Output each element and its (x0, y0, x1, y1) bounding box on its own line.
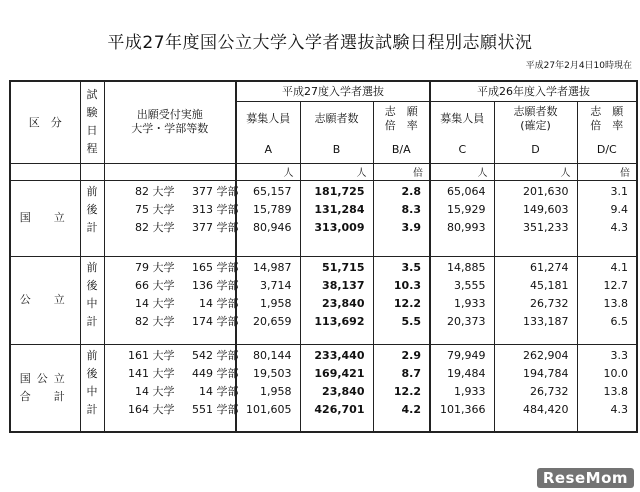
applicants-h27-cell: 233,440 169,421 23,840 426,701 (300, 344, 373, 432)
header-letter-a: A (236, 137, 300, 163)
ratio-h26-cell: 3.3 10.0 13.8 4.3 (577, 344, 637, 432)
header-col-d: 志願者数 (確定) (494, 101, 577, 137)
header-category: 区 分 (10, 81, 80, 163)
unit-label: 倍 (373, 163, 430, 180)
unit-row (10, 163, 637, 180)
application-status-table (9, 80, 638, 433)
ratio-h27-cell: 2.9 8.7 12.2 4.2 (373, 344, 430, 432)
header-col-a: 募集人員 (236, 101, 300, 137)
group-row (10, 180, 637, 256)
capacity-h26-cell: 14,885 3,555 1,933 20,373 (430, 256, 494, 344)
group-name: 公 立 (10, 256, 80, 344)
header-col-ba: 志 願 倍 率 (373, 101, 430, 137)
group-row (10, 256, 637, 344)
capacity-h27-cell: 80,144 19,503 1,958 101,605 (236, 344, 300, 432)
applicants-h26-cell: 262,904 194,784 26,732 484,420 (494, 344, 577, 432)
universities-cell: 79 大学 165 学部 66 大学 136 学部 14 大学 14 学部 82 大学 174 学部 (104, 256, 236, 344)
unit-label: 倍 (577, 163, 637, 180)
applicants-h27-cell: 181,725 131,284 313,009 (300, 180, 373, 256)
header-schedule: 試 験 日 程 (80, 81, 104, 163)
group-row (10, 344, 637, 432)
unit-label: 人 (494, 163, 577, 180)
header-col-c: 募集人員 (430, 101, 494, 137)
header-col-b: 志願者数 (300, 101, 373, 137)
capacity-h27-cell: 14,987 3,714 1,958 20,659 (236, 256, 300, 344)
watermark-logo: ReseMom (537, 468, 634, 488)
universities-cell: 82 大学 377 学部 75 大学 313 学部 82 大学 377 学部 (104, 180, 236, 256)
header-letter-c: C (430, 137, 494, 163)
ratio-h26-cell: 3.1 9.4 4.3 (577, 180, 637, 256)
header-letter-ba: B/A (373, 137, 430, 163)
applicants-h26-cell: 201,630 149,603 351,233 (494, 180, 577, 256)
as-of-date: 平成27年2月4日10時現在 (525, 61, 632, 71)
unit-label: 人 (430, 163, 494, 180)
header-letter-b: B (300, 137, 373, 163)
schedule-cell: 前 後 計 (80, 180, 104, 256)
ratio-h27-cell: 2.8 8.3 3.9 (373, 180, 430, 256)
capacity-h26-cell: 65,064 15,929 80,993 (430, 180, 494, 256)
unit-label: 人 (300, 163, 373, 180)
applicants-h26-cell: 61,274 45,181 26,732 133,187 (494, 256, 577, 344)
page-title: 平成27年度国公立大学入学者選抜試験日程別志願状況 (107, 33, 533, 53)
header-universities: 出願受付実施 大学・学部等数 (104, 81, 236, 163)
header-col-dc: 志 願 倍 率 (577, 101, 637, 137)
group-name: 国公立 合 計 (10, 344, 80, 432)
header-letter-dc: D/C (577, 137, 637, 163)
capacity-h27-cell: 65,157 15,789 80,946 (236, 180, 300, 256)
schedule-cell: 前 後 中 計 (80, 344, 104, 432)
unit-label: 人 (236, 163, 300, 180)
schedule-cell: 前 後 中 計 (80, 256, 104, 344)
header-h27: 平成27度入学者選抜 (236, 81, 430, 101)
group-name: 国 立 (10, 180, 80, 256)
header-letter-d: D (494, 137, 577, 163)
ratio-h26-cell: 4.1 12.7 13.8 6.5 (577, 256, 637, 344)
applicants-h27-cell: 51,715 38,137 23,840 113,692 (300, 256, 373, 344)
header-h26: 平成26年度入学者選抜 (430, 81, 637, 101)
universities-cell: 161 大学 542 学部 141 大学 449 学部 14 大学 14 学部 164 大学 551 学部 (104, 344, 236, 432)
ratio-h27-cell: 3.5 10.3 12.2 5.5 (373, 256, 430, 344)
capacity-h26-cell: 79,949 19,484 1,933 101,366 (430, 344, 494, 432)
